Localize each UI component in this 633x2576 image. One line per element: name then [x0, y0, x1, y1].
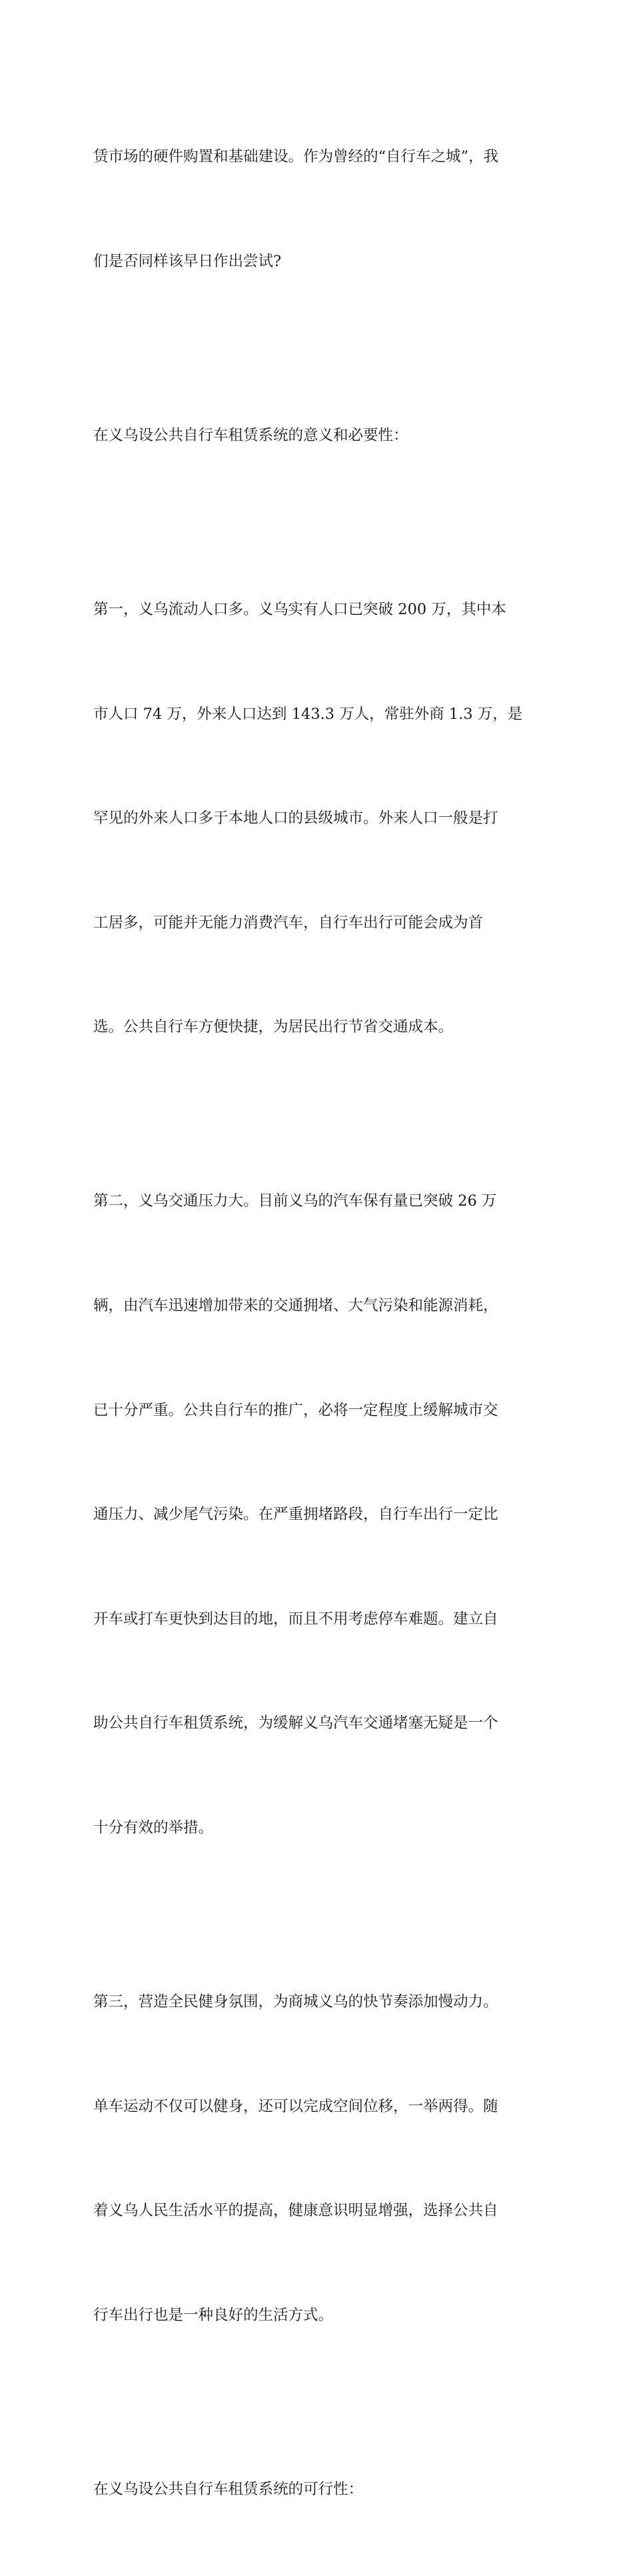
section-heading-significance [93, 349, 543, 523]
text-line: 十分有效的举措。 [93, 1818, 214, 1836]
paragraph-point-three [93, 1915, 543, 2403]
text-line: 们是否同样该早日作出尝试? [93, 253, 282, 270]
section-heading-feasibility [93, 2402, 543, 2576]
text-line: 赁市场的硬件购置和基础建设。作为曾经的“自行车之城”，我 [93, 148, 499, 166]
text-line: 在义乌设公共自行车租赁系统的可行性： [93, 2480, 364, 2498]
document-body [93, 70, 543, 2576]
text-line: 第二，义乌交通压力大。目前义乌的汽车保有量已突破 26 万 [93, 1192, 497, 1210]
text-line: 辆，由汽车迅速增加带来的交通拥堵、大气污染和能源消耗， [93, 1296, 498, 1314]
text-line: 单车运动不仅可以健身，还可以完成空间位移，一举两得。随 [93, 2097, 498, 2115]
text-line: 着义乌人民生活水平的提高，健康意识明显增强，选择公共自 [93, 2202, 498, 2220]
text-line: 第一，义乌流动人口多。义乌实有人口已突破 200 万，其中本 [93, 601, 506, 618]
paragraph-point-two [93, 1114, 543, 1915]
text-line: 市人口 74 万，外来人口达到 143.3 万人，常驻外商 1.3 万，是 [93, 705, 523, 723]
text-line: 第三，营造全民健身氛围，为商城义乌的快节奏添加慢动力。 [93, 1993, 498, 2011]
text-line: 开车或打车更快到达目的地，而且不用考虑停车难题。建立自 [93, 1610, 498, 1628]
text-line: 助公共自行车租赁系统，为缓解义乌汽车交通堵塞无疑是一个 [93, 1714, 498, 1732]
paragraph-intro-continuation [93, 70, 543, 349]
text-line: 工居多，可能并无能力消费汽车，自行车出行可能会成为首 [93, 914, 484, 932]
paragraph-point-one [93, 523, 543, 1114]
text-line: 已十分严重。公共自行车的推广，必将一定程度上缓解城市交 [93, 1401, 498, 1419]
text-line: 罕见的外来人口多于本地人口的县级城市。外来人口一般是打 [93, 810, 498, 828]
text-line: 在义乌设公共自行车租赁系统的意义和必要性： [93, 427, 408, 444]
text-line: 通压力、减少尾气污染。在严重拥堵路段，自行车出行一定比 [93, 1506, 498, 1524]
text-line: 行车出行也是一种良好的生活方式。 [93, 2306, 334, 2324]
text-line: 选。公共自行车方便快捷，为居民出行节省交通成本。 [93, 1018, 454, 1036]
